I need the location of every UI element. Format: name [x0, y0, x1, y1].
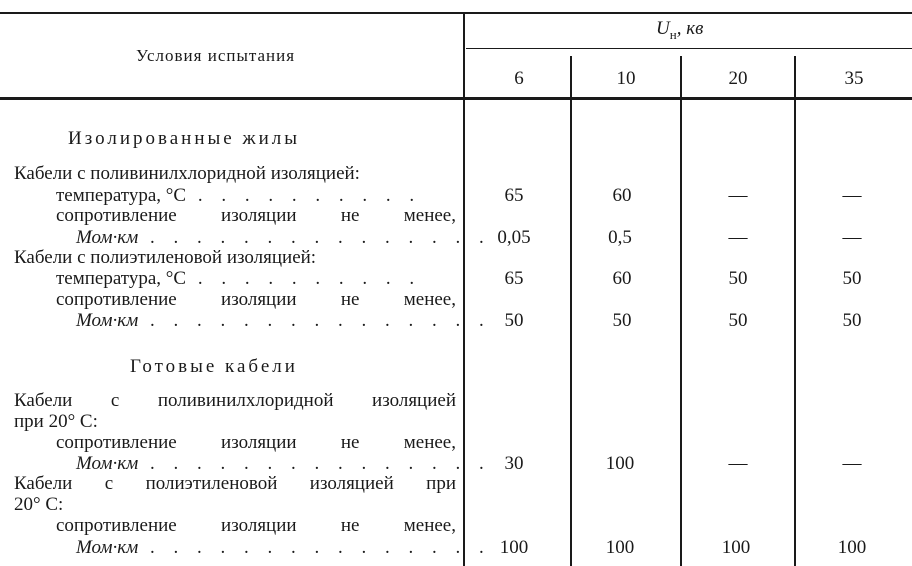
column-header: 35 [844, 68, 864, 89]
table-cell: 100 [721, 537, 751, 558]
col-divider-main [463, 14, 465, 566]
table-cell: — [842, 185, 862, 206]
table-cell: 60 [612, 268, 632, 289]
column-header: 20 [728, 68, 748, 89]
header-rule [0, 97, 912, 100]
table-cell: 100 [837, 537, 867, 558]
table-cell: 50 [504, 310, 524, 331]
group-title: Кабели с полиэтиленовой изоляцией при [14, 473, 456, 494]
group-title: 20° С: [14, 494, 64, 515]
table-cell: 100 [499, 537, 529, 558]
row-label: температура, °C . . . . . . . . . . [56, 268, 422, 289]
row-label: сопротивление изоляции не менее, [56, 515, 456, 536]
column-header: 6 [514, 68, 524, 89]
row-unit: Мом·км . . . . . . . . . . . . . . . [76, 310, 491, 331]
voltage-subscript: н [669, 26, 677, 42]
row-unit: Мом·км . . . . . . . . . . . . . . . [76, 453, 491, 474]
column-header: 10 [616, 68, 636, 89]
table-cell: 65 [504, 185, 524, 206]
top-rule [0, 12, 912, 14]
table-cell: 65 [504, 268, 524, 289]
table-cell: — [728, 185, 748, 206]
voltage-header [656, 18, 703, 46]
conditions-header: Условия испытания [136, 46, 296, 65]
table-cell: 100 [605, 453, 635, 474]
row-label: температура, °C . . . . . . . . . . [56, 185, 422, 206]
col-divider-3 [794, 56, 796, 566]
table-cell: 50 [842, 268, 862, 289]
group-title: Кабели с полиэтиленовой изоляцией: [14, 247, 317, 268]
table-cell: 50 [612, 310, 632, 331]
table-cell: 100 [605, 537, 635, 558]
row-label: сопротивление изоляции не менее, [56, 289, 456, 310]
row-unit: Мом·км . . . . . . . . . . . . . . . [76, 227, 491, 248]
group-title: Кабели с поливинилхлоридной изоляцией: [14, 163, 360, 184]
voltage-rule [466, 48, 912, 49]
group-title: при 20° С: [14, 411, 98, 432]
row-unit: Мом·км . . . . . . . . . . . . . . . [76, 537, 491, 558]
group-title: Кабели с поливинилхлоридной изоляцией [14, 390, 456, 411]
table-cell: 50 [728, 268, 748, 289]
row-label: сопротивление изоляции не менее, [56, 205, 456, 226]
table-cell: — [842, 453, 862, 474]
table-cell: 30 [504, 453, 524, 474]
table-cell: 50 [728, 310, 748, 331]
table-cell: 0,5 [608, 227, 632, 248]
table-cell: — [728, 227, 748, 248]
section-title: Изолированные жилы [68, 128, 300, 149]
table-cell: 60 [612, 185, 632, 206]
col-divider-1 [570, 56, 572, 566]
col-divider-2 [680, 56, 682, 566]
row-label: сопротивление изоляции не менее, [56, 432, 456, 453]
table-cell: — [728, 453, 748, 474]
section-title: Готовые кабели [130, 356, 298, 377]
table-cell: 50 [842, 310, 862, 331]
voltage-unit: , кв [676, 18, 704, 39]
voltage-symbol: U [656, 18, 670, 39]
table-cell: — [842, 227, 862, 248]
table-cell: 0,05 [497, 227, 531, 248]
